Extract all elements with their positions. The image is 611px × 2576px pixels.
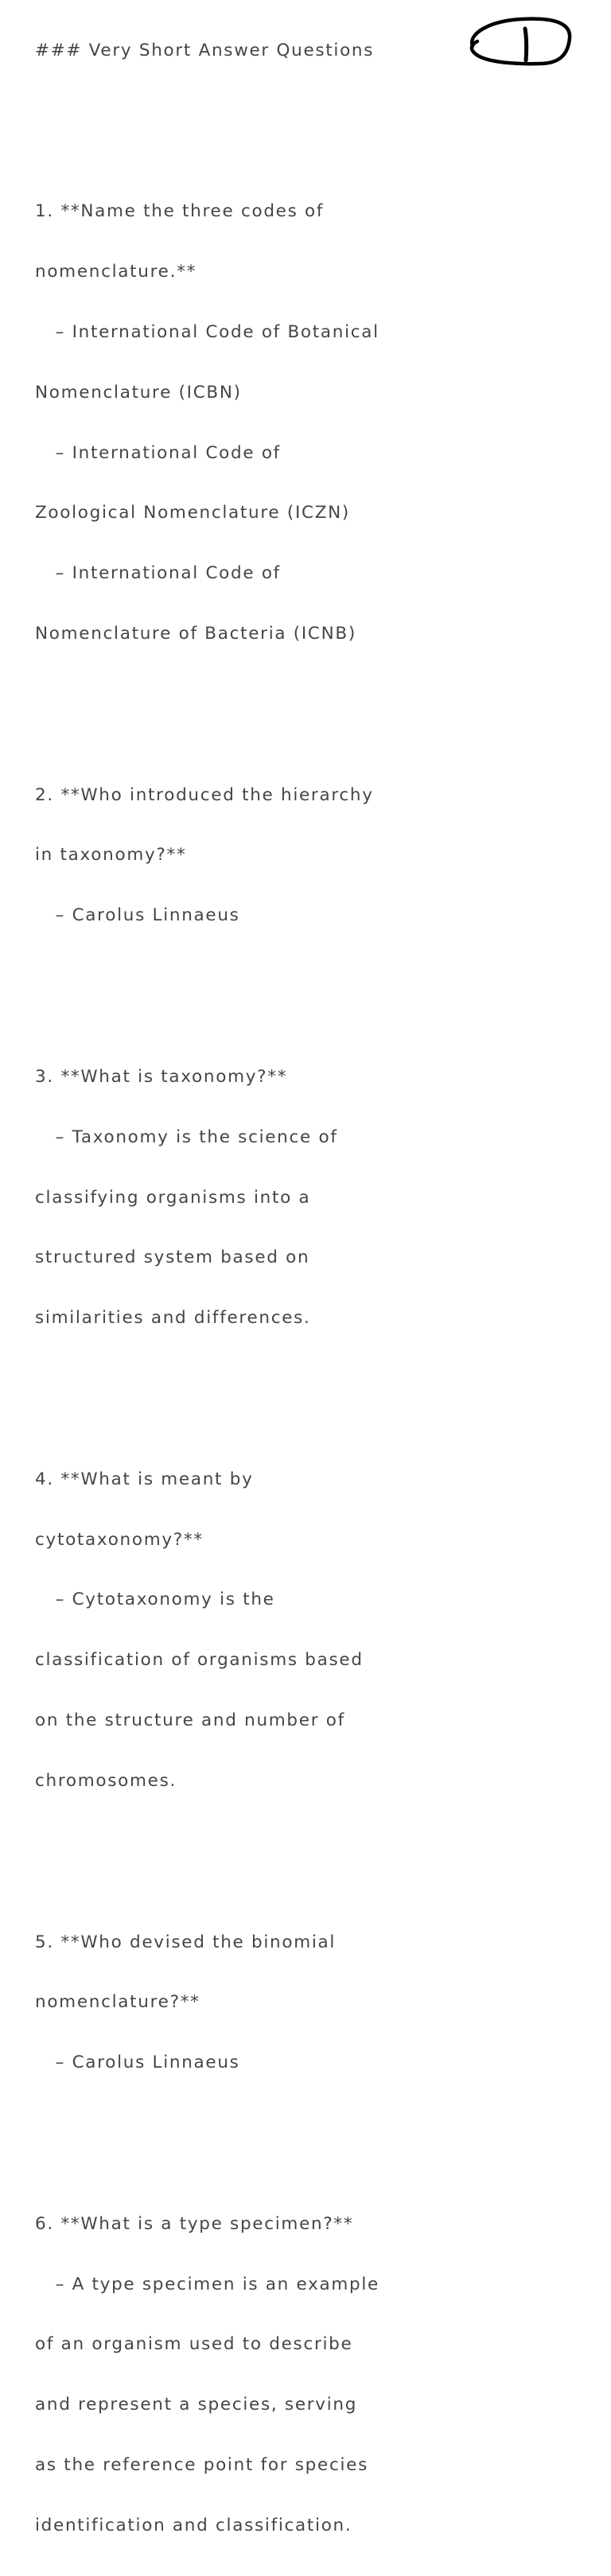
question-4-line-2: cytotaxonomy?** <box>35 1529 204 1550</box>
answer-3-line-2: classifying organisms into a <box>35 1187 311 1208</box>
answer-6-line-5: identification and classification. <box>35 2516 352 2536</box>
answer-1-line-4: Zoological Nomenclature (ICZN) <box>35 503 351 523</box>
answer-1-line-6: Nomenclature of Bacteria (ICNB) <box>35 624 356 644</box>
question-2-line-1: 2. **Who introduced the hierarchy <box>35 784 374 805</box>
question-6-line-1: 6. **What is a type specimen?** <box>35 2213 354 2234</box>
section-heading: ### Very Short Answer Questions <box>35 40 375 60</box>
answer-6-line-2: of an organism used to describe <box>35 2334 353 2355</box>
spacer <box>35 684 592 704</box>
question-2-line-2: in taxonomy?** <box>35 845 187 866</box>
answer-sheet <box>35 0 592 2576</box>
answer-6-line-1: – A type specimen is an example <box>35 2274 379 2294</box>
answer-1-line-5: – International Code of <box>35 563 281 584</box>
answer-2-line-1: – Carolus Linnaeus <box>35 905 240 926</box>
answer-4-line-3: on the structure and number of <box>35 1710 345 1731</box>
answer-4-line-2: classification of organisms based <box>35 1650 364 1671</box>
answer-5-line-1: – Carolus Linnaeus <box>35 2053 240 2073</box>
question-5-line-2: nomenclature?** <box>35 1992 200 2013</box>
answer-1-line-3: – International Code of <box>35 442 281 463</box>
answer-1-line-1: – International Code of Botanical <box>35 321 379 342</box>
spacer <box>35 1831 592 1851</box>
spacer <box>35 100 592 120</box>
answer-6-line-4: as the reference point for species <box>35 2455 368 2476</box>
question-1-line-2: nomenclature.** <box>35 261 197 282</box>
answer-6-line-3: and represent a species, serving <box>35 2395 358 2415</box>
answer-4-line-4: chromosomes. <box>35 1771 177 1792</box>
spacer <box>35 966 592 986</box>
answer-3-line-1: – Taxonomy is the science of <box>35 1127 338 1147</box>
spacer <box>35 2113 592 2133</box>
answer-3-line-4: similarities and differences. <box>35 1308 311 1329</box>
spacer <box>35 1368 592 1388</box>
handwritten-circle-mark <box>466 14 574 70</box>
question-1-line-1: 1. **Name the three codes of <box>35 200 325 221</box>
answer-4-line-1: – Cytotaxonomy is the <box>35 1590 275 1610</box>
question-3-line-1: 3. **What is taxonomy?** <box>35 1066 288 1087</box>
answer-3-line-3: structured system based on <box>35 1247 310 1268</box>
question-5-line-1: 5. **Who devised the binomial <box>35 1932 337 1952</box>
answer-1-line-2: Nomenclature (ICBN) <box>35 382 242 403</box>
question-4-line-1: 4. **What is meant by <box>35 1469 254 1489</box>
